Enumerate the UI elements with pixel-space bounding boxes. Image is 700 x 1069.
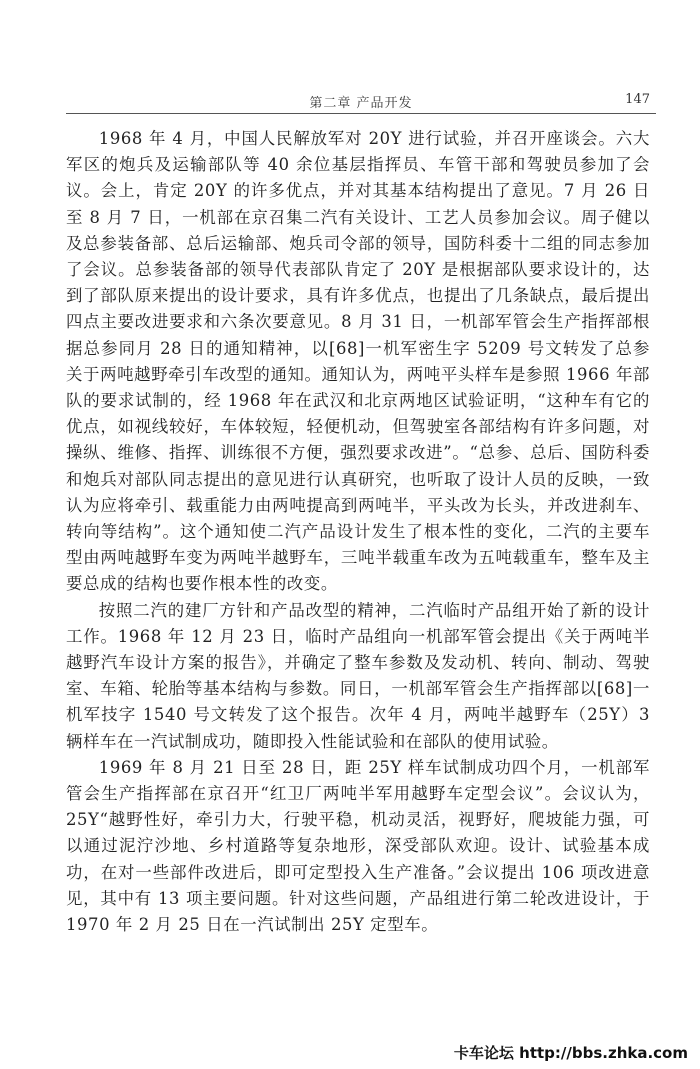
body-text	[66, 126, 650, 938]
paragraph: 按照二汽的建厂方针和产品改型的精神，二汽临时产品组开始了新的设计工作。1968 年 12 月 23 日，临时产品组向一机部军管会提出《关于两吨半越野汽车设计方案的报告》，并确定了整车参数及发动机、转向、制动、驾驶室、车箱、轮胎等基本结构与参数。同日，一机部军管会生产指挥部以[68]一机军技字 1540 号文转发了这个报告。次年 4 月，两吨半越野车（25Y）3 辆样车在一汽试制成功，随即投入性能试验和在部队的使用试验。	[66, 600, 650, 751]
paragraph: 1969 年 8 月 21 日至 28 日，距 25Y 样车试制成功四个月，一机部军管会生产指挥部在京召开“红卫厂两吨半军用越野车定型会议”。会议认为，25Y“越野性好，牵引力大，行驶平稳，机动灵活，视野好，爬坡能力强，可以通过泥泞沙地、乡村道路等复杂地形，深受部队欢迎。设计、试验基本成功，在对一些部件改进后，即可定型投入生产准备。”会议提出 106 项改进意见，其中有 13 项主要问题。针对这些问题，产品组进行第二轮改进设计，于 1970 年 2 月 25 日在一汽试制出 25Y 定型车。	[66, 757, 650, 935]
paragraph: 1968 年 4 月，中国人民解放军对 20Y 进行试验，并召开座谈会。六大军区的炮兵及运输部队等 40 余位基层指挥员、车管干部和驾驶员参加了会议。会上，肯定 20Y 的许多优点，并对其基本结构提出了意见。7 月 26 日至 8 月 7 日，一机部在京召集二汽有关设计、工艺人员参加会议。周子健以及总参装备部、总后运输部、炮兵司令部的领导，国防科委十二组的同志参加了会议。总参装备部的领导代表部队肯定了 20Y 是根据部队要求设计的，达到了部队原来提出的设计要求，具有许多优点，也提出了几条缺点，最后提出四点主要改进要求和六条次要意见。8 月 31 日，一机部军管会生产指挥部根据总参同月 28 日的通知精神，以[68]一机军密生字 5209 号文转发了总参关于两吨越野牵引车改型的通知。通知认为，两吨平头样车是参照 1966 年部队的要求试制的，经 1968 年在武汉和北京两地区试验证明，“这种车有它的优点，如视线较好，车体较短，轻便机动，但驾驶室各部结构有许多问题，对操纵、维修、指挥、训练很不方便，强烈要求改进”。“总参、总后、国防科委和炮兵对部队同志提出的意见进行认真研究，也听取了设计人员的反映，一致认为应将牵引、载重能力由两吨提高到两吨半，平头改为长头，并改进刹车、转向等结构”。这个通知使二汽产品设计发生了根本性的变化，二汽的主要车型由两吨越野车变为两吨半越野车，三吨半载重车改为五吨载重车，整车及主要总成的结构也要作根本性的改变。	[66, 129, 650, 594]
page-number: 147	[625, 92, 650, 107]
header-divider	[66, 113, 656, 114]
running-header	[66, 92, 656, 112]
chapter-title: 第二章 产品开发	[309, 96, 413, 111]
watermark: 卡车论坛 http://bbs.zhka.com	[453, 1044, 688, 1062]
